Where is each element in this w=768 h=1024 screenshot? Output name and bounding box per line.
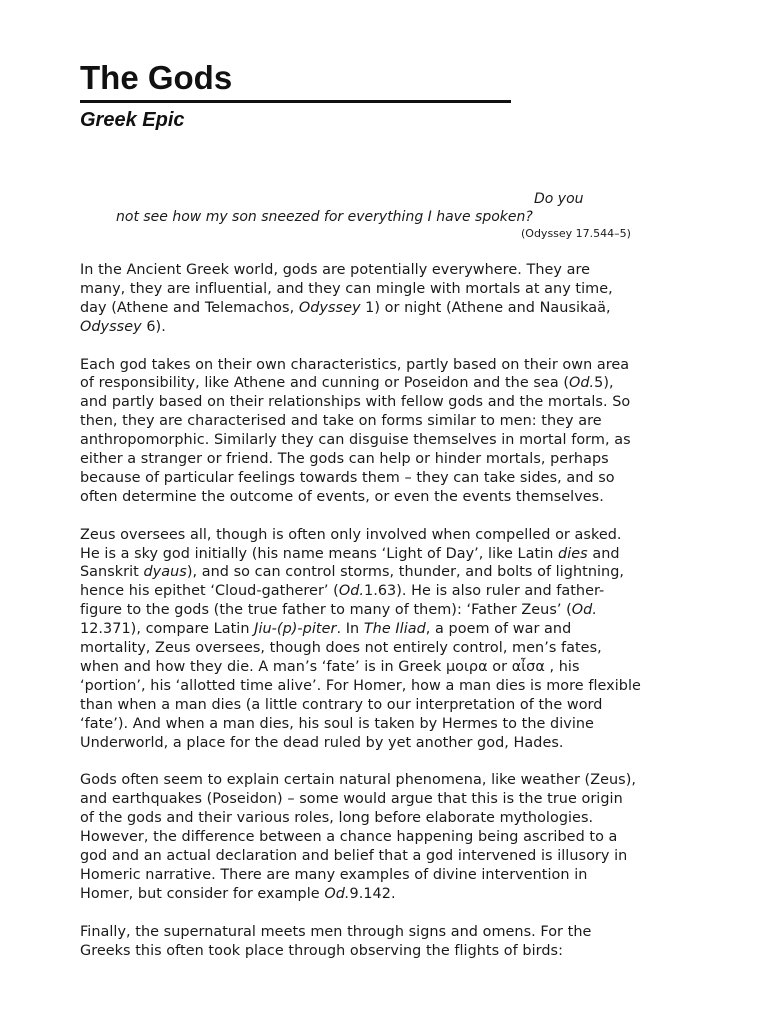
text-run: either a stranger or friend. The gods can help or hinder mortals, perhaps — [80, 451, 609, 468]
text-line — [80, 318, 690, 337]
text-line — [80, 356, 690, 375]
text-line — [80, 450, 690, 469]
text-line — [80, 715, 690, 734]
title-underline — [80, 100, 511, 103]
text-line — [80, 790, 690, 809]
epigraph-citation: (Odyssey 17.544–5) — [521, 227, 631, 240]
text-line — [80, 601, 690, 620]
text-run: and partly based on their relationships with fellow gods and the mortals. So — [80, 394, 631, 411]
text-line — [80, 280, 690, 299]
text-run: In the Ancient Greek world, gods are potentially everywhere. They are — [80, 262, 591, 278]
text-line — [80, 734, 690, 753]
text-line — [80, 771, 690, 790]
italic-text: Odyssey — [298, 299, 361, 316]
text-line — [80, 658, 690, 677]
page-subtitle: Greek Epic — [80, 109, 185, 131]
body-text — [80, 261, 690, 979]
text-line — [80, 639, 690, 658]
text-run: anthropomorphic. Similarly they can disguise themselves in mortal form, as — [80, 432, 631, 449]
text-run: then, they are characterised and take on forms similar to men: they are — [80, 413, 602, 430]
text-run: 1) or night (Athene and Nausikaä, — [360, 299, 611, 316]
text-line — [80, 526, 690, 545]
text-line — [80, 866, 690, 885]
text-run: . In — [336, 621, 364, 638]
text-run: 9.142. — [349, 885, 396, 902]
text-line — [80, 809, 690, 828]
text-run: ‘portion’, his ‘allotted time alive’. For Homer, how a man dies is more flexible — [80, 677, 641, 694]
text-line — [80, 696, 690, 715]
text-run: hence his epithet ‘Cloud-gatherer’ ( — [80, 583, 339, 600]
text-run: Sanskrit — [80, 564, 144, 581]
text-run: Gods often seem to explain certain natural phenomena, like weather (Zeus), — [80, 772, 637, 789]
text-line — [80, 431, 690, 450]
text-line — [80, 923, 690, 942]
text-run: of responsibility, like Athene and cunning or Poseidon and the sea ( — [80, 375, 569, 392]
text-run: He is a sky god initially (his name means ‘Light of Day’, like Latin — [80, 545, 559, 562]
text-run: 6). — [141, 318, 166, 335]
epigraph-line-2: not see how my son sneezed for everything I have spoken? — [116, 209, 533, 225]
text-run: figure to the gods (the true father to many of them): ‘Father Zeus’ ( — [80, 602, 572, 619]
text-run: Zeus oversees all, though is often only involved when compelled or asked. — [80, 526, 622, 543]
text-line — [80, 942, 690, 961]
text-run: ‘fate’). And when a man dies, his soul is taken by Hermes to the divine — [80, 715, 594, 732]
text-line — [80, 563, 690, 582]
text-run: and earthquakes (Poseidon) – some would argue that this is the true origin — [80, 791, 623, 808]
text-line — [80, 299, 690, 318]
text-run: Homer, but consider for example — [80, 885, 325, 902]
text-line — [80, 847, 690, 866]
text-run: and — [587, 545, 620, 562]
text-run: mortality, Zeus oversees, though does not entirely control, men’s fates, — [80, 640, 602, 657]
page-title: The Gods — [80, 59, 233, 96]
text-run: Greeks this often took place through observing the flights of birds: — [80, 942, 563, 959]
text-run: when and how they die. A man’s ‘fate’ is in Greek μοιρα or αἶσα , his — [80, 659, 580, 675]
text-line — [80, 545, 690, 564]
paragraph — [80, 261, 690, 337]
text-run: often determine the outcome of events, or even the events themselves. — [80, 488, 604, 505]
text-line — [80, 469, 690, 488]
italic-text: Od. — [338, 583, 365, 600]
text-run: many, they are influential, and they can mingle with mortals at any time, — [80, 280, 613, 297]
text-run: , a poem of war and — [425, 621, 572, 638]
italic-text: dyaus — [143, 564, 187, 581]
text-run: Finally, the supernatural meets men through signs and omens. For the — [80, 923, 592, 940]
text-run: 5), — [594, 375, 614, 392]
text-run: However, the difference between a chance happening being ascribed to a — [80, 829, 618, 846]
text-run: Underworld, a place for the dead ruled by yet another god, Hades. — [80, 734, 564, 751]
text-line — [80, 374, 690, 393]
text-line — [80, 488, 690, 507]
text-run: 1.63). He is also ruler and father- — [364, 583, 605, 600]
text-line — [80, 393, 690, 412]
text-line — [80, 677, 690, 696]
italic-text: Od. — [324, 885, 350, 902]
text-run: day (Athene and Telemachos, — [80, 299, 299, 316]
text-run: Each god takes on their own characteristics, partly based on their own area — [80, 356, 630, 373]
italic-text: dies — [558, 545, 588, 562]
text-line — [80, 828, 690, 847]
text-line — [80, 885, 690, 904]
paragraph — [80, 923, 690, 961]
text-line — [80, 620, 690, 639]
text-run: Homeric narrative. There are many examples of divine intervention in — [80, 866, 588, 883]
text-line — [80, 582, 690, 601]
italic-text: Odyssey — [80, 318, 142, 335]
text-run: than when a man dies (a little contrary to our interpretation of the word — [80, 696, 603, 713]
italic-text: The Iliad — [363, 621, 426, 638]
text-run: because of particular feelings towards them – they can take sides, and so — [80, 469, 615, 486]
italic-text: Od. — [571, 602, 597, 619]
text-run: god and an actual declaration and belief that a god intervened is illusory in — [80, 848, 628, 865]
paragraph — [80, 356, 690, 507]
text-run: of the gods and their various roles, long before elaborate mythologies. — [80, 810, 594, 827]
italic-text: Jiu-(p)-piter — [254, 621, 337, 638]
text-run: ), and so can control storms, thunder, and bolts of lightning, — [186, 564, 625, 581]
italic-text: Od. — [568, 375, 595, 392]
text-line — [80, 261, 690, 280]
epigraph-line-1: Do you — [534, 191, 584, 207]
text-line — [80, 412, 690, 431]
paragraph — [80, 771, 690, 903]
text-run: 12.371), compare Latin — [80, 621, 255, 638]
paragraph — [80, 526, 690, 753]
